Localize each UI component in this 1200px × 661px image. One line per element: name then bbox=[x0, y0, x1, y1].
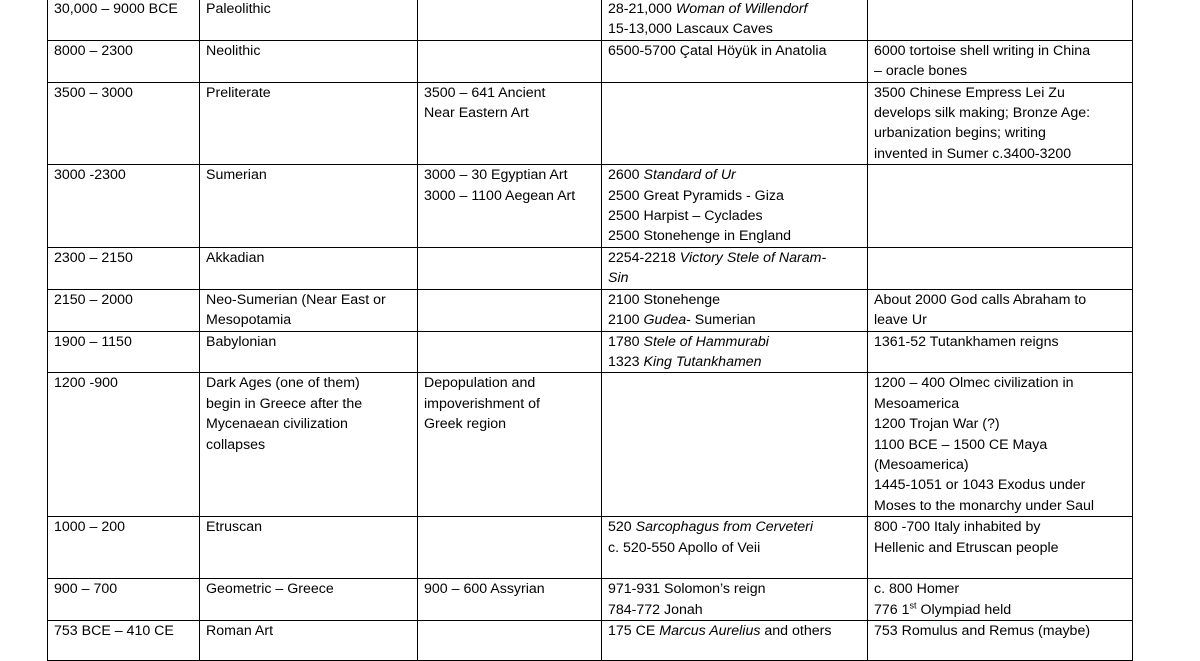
events-cell bbox=[868, 289, 1133, 331]
work-line bbox=[608, 268, 861, 288]
work-line: 2100 Stonehenge bbox=[608, 291, 721, 308]
date-text: 3500 – 3000 bbox=[54, 84, 133, 101]
event-line: 1361-52 Tutankhamen reigns bbox=[874, 333, 1059, 350]
table-row bbox=[48, 517, 1133, 579]
related-art-line: 900 – 600 Assyrian bbox=[424, 581, 545, 598]
date-cell bbox=[48, 373, 200, 517]
period-line: begin in Greece after the bbox=[206, 395, 363, 412]
works-cell bbox=[602, 82, 868, 165]
event-line: develops silk making; Bronze Age: bbox=[874, 105, 1091, 122]
period-cell bbox=[200, 331, 418, 373]
works-cell bbox=[602, 0, 868, 40]
events-cell bbox=[868, 517, 1133, 579]
period-cell bbox=[200, 289, 418, 331]
related-art-cell bbox=[418, 40, 602, 82]
table-row bbox=[48, 331, 1133, 373]
period-line: Geometric – Greece bbox=[206, 581, 334, 598]
work-title: Stele of Hammurabi bbox=[643, 333, 769, 350]
work-line: 15-13,000 Lascaux Caves bbox=[608, 21, 773, 38]
work-line: 2500 Great Pyramids - Giza bbox=[608, 187, 784, 204]
event-line: – oracle bones bbox=[874, 63, 968, 80]
period-cell bbox=[200, 620, 418, 660]
event-line: 6000 tortoise shell writing in China bbox=[874, 42, 1091, 59]
period-line: Sumerian bbox=[206, 167, 267, 184]
date-cell bbox=[48, 82, 200, 165]
related-art-cell bbox=[418, 331, 602, 373]
events-cell bbox=[868, 165, 1133, 248]
table-row bbox=[48, 289, 1133, 331]
works-cell bbox=[602, 517, 868, 579]
work-title: Sarcophagus from Cerveteri bbox=[635, 519, 814, 536]
event-line: 1445-1051 or 1043 Exodus under bbox=[874, 477, 1086, 494]
work-line: 6500-5700 Çatal Höyük in Anatolia bbox=[608, 42, 827, 59]
date-text: 753 BCE – 410 CE bbox=[54, 622, 174, 639]
events-cell bbox=[868, 373, 1133, 517]
work-line: c. 520-550 Apollo of Veii bbox=[608, 539, 761, 556]
period-cell bbox=[200, 0, 418, 40]
work-line: 2254-2218 Victory Stele of Naram- bbox=[608, 249, 827, 266]
date-text: 1900 – 1150 bbox=[54, 333, 132, 350]
date-text: 1000 – 200 bbox=[54, 519, 126, 536]
works-cell bbox=[602, 40, 868, 82]
related-art-line: 3000 – 30 Egyptian Art bbox=[424, 167, 568, 184]
related-art-cell bbox=[418, 289, 602, 331]
work-line: 1323 King Tutankhamen bbox=[608, 353, 762, 370]
work-line: 2100 Gudea- Sumerian bbox=[608, 312, 756, 329]
date-text: 900 – 700 bbox=[54, 581, 118, 598]
event-line: 1200 Trojan War (?) bbox=[874, 416, 1000, 433]
related-art-cell bbox=[418, 0, 602, 40]
related-art-cell bbox=[418, 82, 602, 165]
events-cell bbox=[868, 331, 1133, 373]
date-cell bbox=[48, 331, 200, 373]
work-title: Sin bbox=[608, 270, 629, 287]
period-cell bbox=[200, 579, 418, 621]
events-cell bbox=[868, 40, 1133, 82]
timeline-table bbox=[47, 0, 1133, 661]
works-cell bbox=[602, 165, 868, 248]
table-row bbox=[48, 620, 1133, 660]
date-cell bbox=[48, 579, 200, 621]
event-line: (Mesoamerica) bbox=[874, 456, 969, 473]
works-cell bbox=[602, 247, 868, 289]
related-art-line: Greek region bbox=[424, 416, 507, 433]
table-row bbox=[48, 579, 1133, 621]
table-row bbox=[48, 373, 1133, 517]
event-line: 800 -700 Italy inhabited by bbox=[874, 519, 1041, 536]
events-cell bbox=[868, 247, 1133, 289]
event-line: 776 1st Olympiad held bbox=[874, 599, 1012, 618]
events-cell bbox=[868, 82, 1133, 165]
related-art-cell bbox=[418, 579, 602, 621]
period-cell bbox=[200, 373, 418, 517]
related-art-cell bbox=[418, 247, 602, 289]
work-title: Woman of Willendorf bbox=[675, 1, 808, 17]
related-art-line: Depopulation and bbox=[424, 375, 536, 392]
table-row bbox=[48, 247, 1133, 289]
period-line: Mycenaean civilization bbox=[206, 416, 348, 433]
table-row bbox=[48, 165, 1133, 248]
period-line: Preliterate bbox=[206, 84, 271, 101]
work-line: 2600 Standard of Ur bbox=[608, 167, 736, 184]
period-line: Roman Art bbox=[206, 622, 274, 639]
related-art-cell bbox=[418, 517, 602, 579]
event-line: 1200 – 400 Olmec civilization in bbox=[874, 375, 1074, 392]
event-line: leave Ur bbox=[874, 312, 927, 329]
date-cell bbox=[48, 289, 200, 331]
work-line: 2500 Stonehenge in England bbox=[608, 228, 792, 245]
date-text: 1200 -900 bbox=[54, 375, 118, 392]
table-row bbox=[48, 82, 1133, 165]
period-cell bbox=[200, 165, 418, 248]
period-cell bbox=[200, 40, 418, 82]
work-title: Gudea bbox=[643, 312, 687, 329]
date-cell bbox=[48, 247, 200, 289]
works-cell bbox=[602, 289, 868, 331]
work-line: 2500 Harpist – Cyclades bbox=[608, 208, 763, 225]
related-art-line: 3000 – 1100 Aegean Art bbox=[424, 187, 576, 204]
events-cell bbox=[868, 0, 1133, 40]
period-cell bbox=[200, 82, 418, 165]
events-cell bbox=[868, 579, 1133, 621]
works-cell bbox=[602, 620, 868, 660]
period-line: Paleolithic bbox=[206, 1, 271, 17]
event-line: Mesoamerica bbox=[874, 395, 960, 412]
date-cell bbox=[48, 0, 200, 40]
table-row bbox=[48, 40, 1133, 82]
date-text: 30,000 – 9000 BCE bbox=[54, 1, 178, 17]
work-line: 175 CE Marcus Aurelius and others bbox=[608, 622, 832, 639]
work-line: 1780 Stele of Hammurabi bbox=[608, 333, 769, 350]
date-cell bbox=[48, 517, 200, 579]
event-line: Moses to the monarchy under Saul bbox=[874, 497, 1095, 514]
event-line: 753 Romulus and Remus (maybe) bbox=[874, 622, 1091, 639]
period-line: Babylonian bbox=[206, 333, 277, 350]
works-cell bbox=[602, 373, 868, 517]
date-text: 2300 – 2150 bbox=[54, 249, 133, 266]
date-text: 2150 – 2000 bbox=[54, 291, 133, 308]
ordinal-suffix: st bbox=[909, 599, 917, 610]
event-line: About 2000 God calls Abraham to bbox=[874, 291, 1087, 308]
event-line: 1100 BCE – 1500 CE Maya bbox=[874, 436, 1048, 453]
period-line: Neolithic bbox=[206, 42, 261, 59]
related-art-cell bbox=[418, 620, 602, 660]
related-art-cell bbox=[418, 165, 602, 248]
works-cell bbox=[602, 579, 868, 621]
events-cell bbox=[868, 620, 1133, 660]
work-title: Victory Stele of Naram- bbox=[679, 249, 827, 266]
period-line: Akkadian bbox=[206, 249, 265, 266]
event-line: urbanization begins; writing bbox=[874, 125, 1046, 142]
work-title: Marcus Aurelius bbox=[659, 622, 761, 639]
work-line: 784-772 Jonah bbox=[608, 601, 703, 618]
work-line: 520 Sarcophagus from Cerveteri bbox=[608, 519, 814, 536]
work-title: King Tutankhamen bbox=[643, 353, 762, 370]
work-line: 28-21,000 Woman of Willendorf bbox=[608, 1, 808, 17]
event-line: invented in Sumer c.3400-3200 bbox=[874, 145, 1072, 162]
timeline-body bbox=[48, 0, 1133, 660]
works-cell bbox=[602, 331, 868, 373]
event-line: 3500 Chinese Empress Lei Zu bbox=[874, 84, 1065, 101]
period-cell bbox=[200, 517, 418, 579]
event-line: c. 800 Homer bbox=[874, 581, 960, 598]
related-art-line: impoverishment of bbox=[424, 395, 540, 412]
date-cell bbox=[48, 620, 200, 660]
related-art-line: 3500 – 641 Ancient bbox=[424, 84, 546, 101]
date-text: 8000 – 2300 bbox=[54, 42, 133, 59]
related-art-cell bbox=[418, 373, 602, 517]
date-text: 3000 -2300 bbox=[54, 167, 126, 184]
table-row bbox=[48, 0, 1133, 40]
period-line: Etruscan bbox=[206, 519, 262, 536]
work-title: Standard of Ur bbox=[643, 167, 736, 184]
period-line: Mesopotamia bbox=[206, 312, 292, 329]
period-line: Dark Ages (one of them) bbox=[206, 375, 360, 392]
related-art-line: Near Eastern Art bbox=[424, 105, 529, 122]
date-cell bbox=[48, 40, 200, 82]
date-cell bbox=[48, 165, 200, 248]
period-line: Neo-Sumerian (Near East or bbox=[206, 291, 386, 308]
period-cell bbox=[200, 247, 418, 289]
work-line: 971-931 Solomon’s reign bbox=[608, 581, 766, 598]
period-line: collapses bbox=[206, 436, 266, 453]
event-line: Hellenic and Etruscan people bbox=[874, 539, 1059, 556]
